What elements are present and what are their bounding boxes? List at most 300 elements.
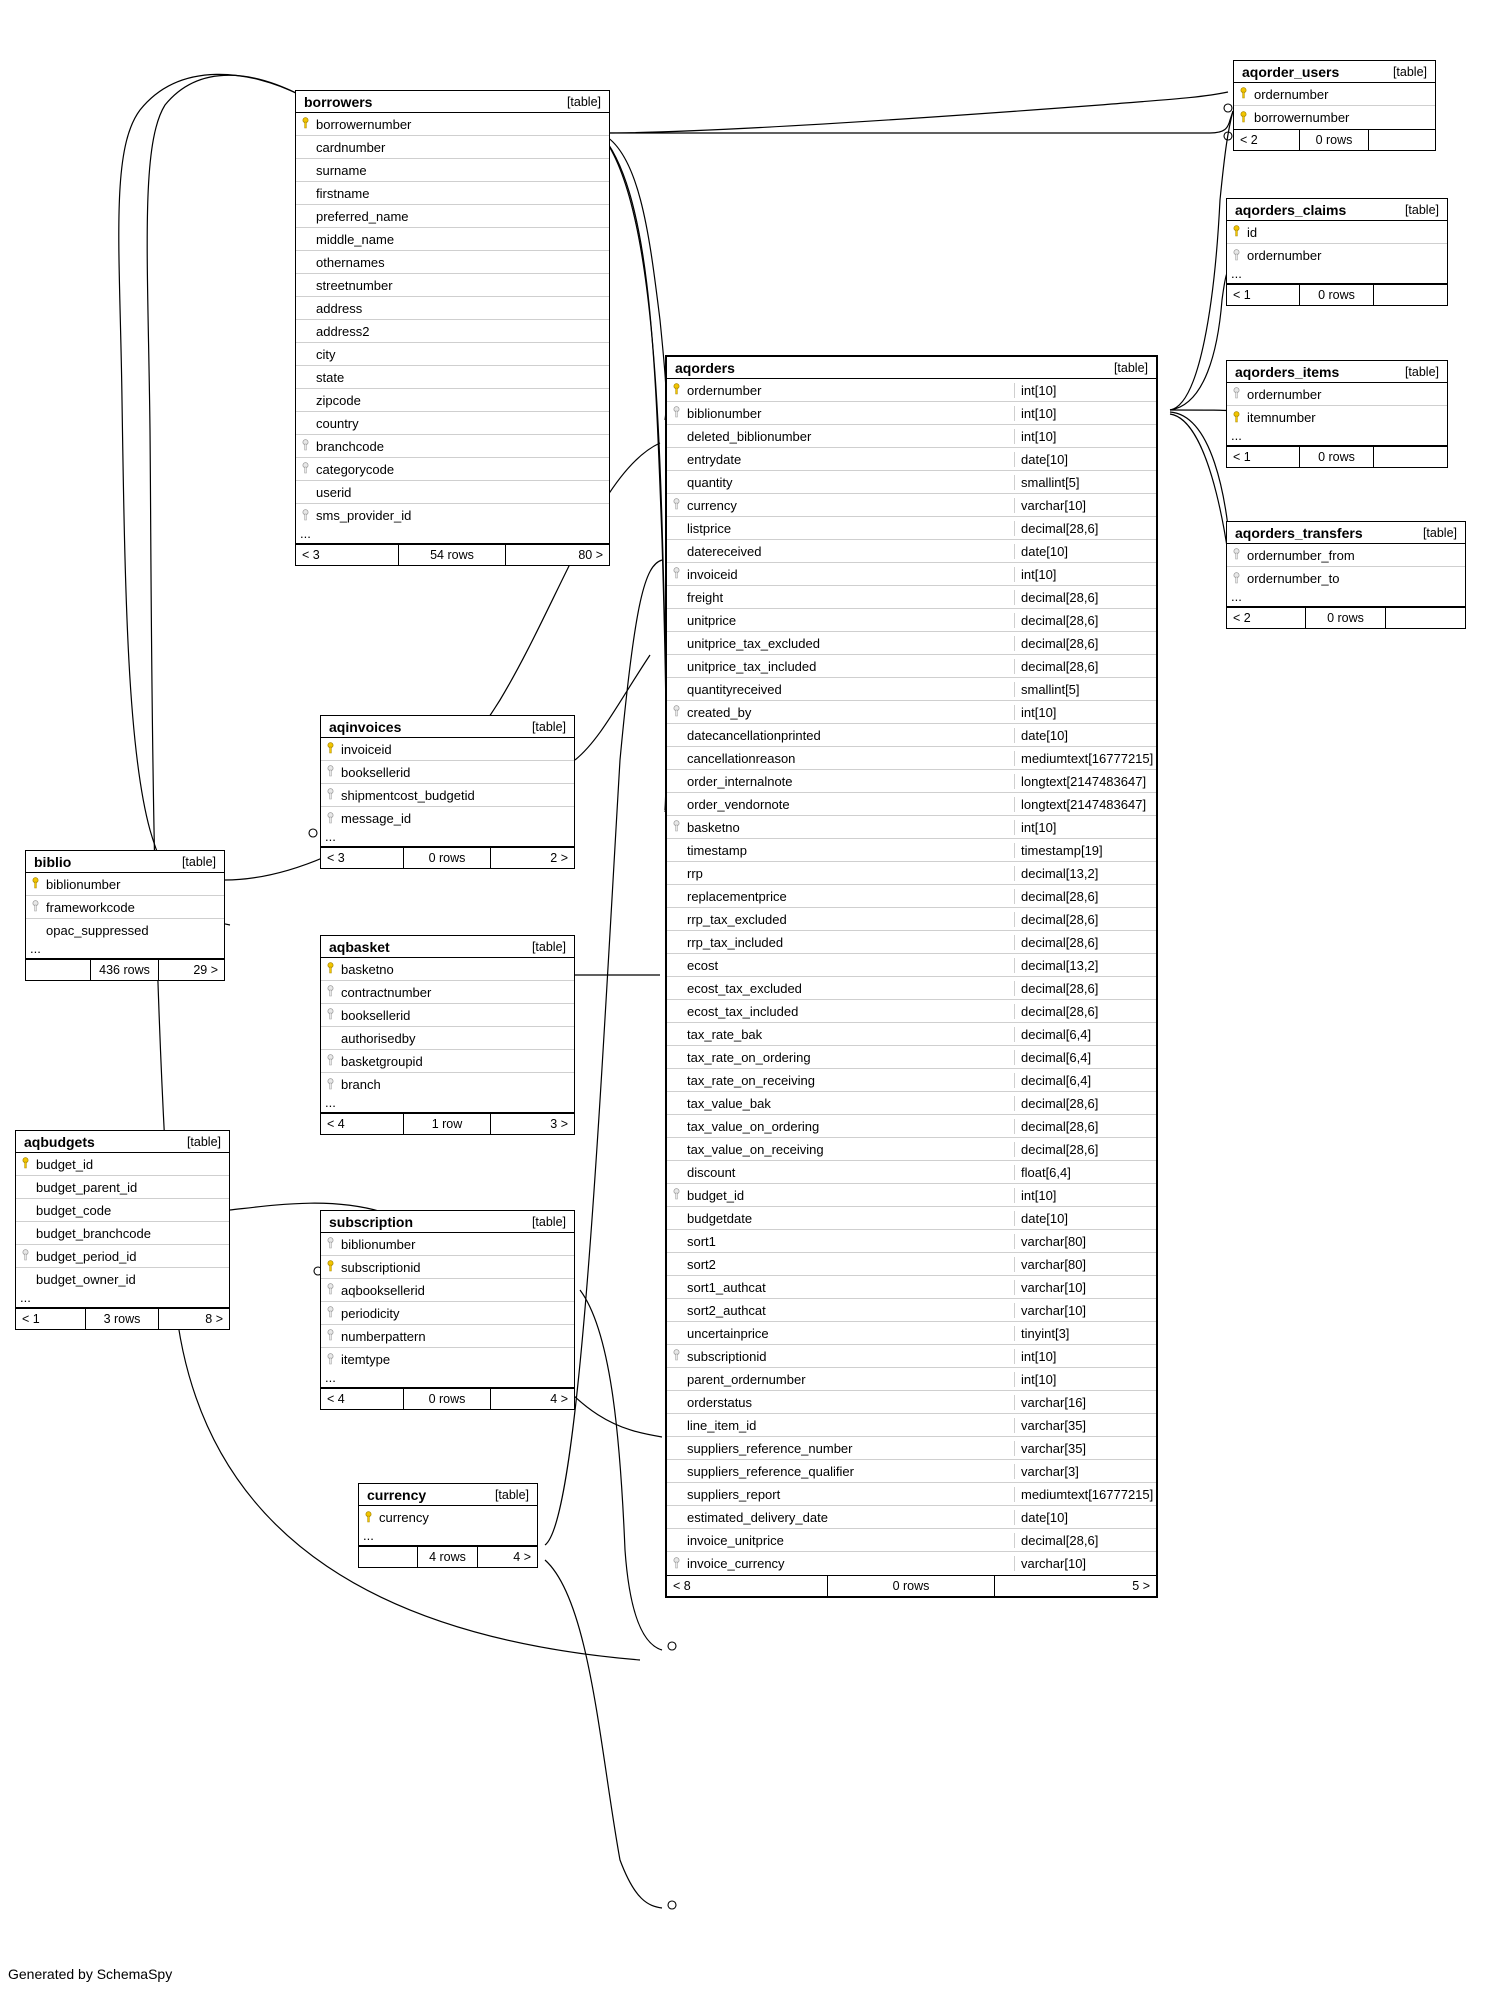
table-row[interactable] <box>667 1138 1156 1161</box>
fk-icon <box>667 1557 685 1571</box>
table-row[interactable] <box>667 1483 1156 1506</box>
table-type-tag: [table] <box>181 854 216 869</box>
row-count: 0 rows <box>1300 130 1368 150</box>
table-row[interactable] <box>667 563 1156 586</box>
table-row[interactable]: basketgroupid <box>321 1050 574 1073</box>
table-currency[interactable] <box>358 1483 538 1568</box>
column-type: decimal[28,6] <box>1014 1119 1156 1134</box>
column-name: rrp <box>687 865 703 881</box>
table-aqorders_claims[interactable] <box>1226 198 1448 306</box>
column-name: freight <box>687 589 724 605</box>
column-name: quantity <box>687 474 733 490</box>
fk-icon <box>321 985 339 999</box>
table-footer <box>321 1113 574 1134</box>
table-row[interactable] <box>667 1437 1156 1460</box>
table-footer <box>296 544 609 565</box>
table-header <box>321 936 574 958</box>
fk-icon <box>16 1249 34 1263</box>
column-type: float[6,4] <box>1014 1165 1156 1180</box>
table-header <box>1234 61 1435 83</box>
outgoing-relations-count <box>1374 285 1447 305</box>
row-count: 0 rows <box>1306 608 1387 628</box>
row-count: 3 rows <box>86 1309 158 1329</box>
table-row[interactable]: id <box>1227 221 1447 244</box>
table-row[interactable]: message_id <box>321 807 574 830</box>
column-type: decimal[28,6] <box>1014 636 1156 651</box>
fk-icon <box>1227 249 1245 263</box>
table-header <box>321 1211 574 1233</box>
table-row[interactable] <box>667 1552 1156 1575</box>
row-count: 54 rows <box>399 545 505 565</box>
row-count: 0 rows <box>1300 285 1375 305</box>
column-name: ecost_tax_included <box>687 1003 799 1019</box>
table-row[interactable]: ordernumber <box>1234 83 1435 106</box>
table-row[interactable]: budget_period_id <box>16 1245 229 1268</box>
column-type: decimal[28,6] <box>1014 935 1156 950</box>
table-row[interactable] <box>667 1230 1156 1253</box>
table-type-tag: [table] <box>1113 360 1148 375</box>
table-title: subscription <box>329 1213 414 1230</box>
table-row[interactable]: budget_branchcode <box>16 1222 229 1245</box>
table-type-tag: [table] <box>186 1134 221 1149</box>
column-name: budget_id <box>687 1187 745 1203</box>
table-row[interactable] <box>667 379 1156 402</box>
column-name: line_item_id <box>687 1417 757 1433</box>
table-aqinvoices[interactable] <box>320 715 575 869</box>
fk-icon <box>26 900 44 914</box>
column-type: decimal[28,6] <box>1014 521 1156 536</box>
table-row[interactable]: aqbooksellerid <box>321 1279 574 1302</box>
outgoing-relations-count: 4 > <box>513 1550 531 1564</box>
table-row[interactable]: invoiceid <box>321 738 574 761</box>
incoming-relations-count: < 4 <box>321 1114 404 1134</box>
column-type: int[10] <box>1014 429 1156 444</box>
more-columns-indicator: ... <box>16 1291 229 1308</box>
table-row[interactable] <box>667 977 1156 1000</box>
pk-icon <box>1227 225 1245 239</box>
column-name: rrp_tax_excluded <box>687 911 787 927</box>
row-count: 436 rows <box>91 960 158 980</box>
pk-icon <box>1234 87 1252 101</box>
column-type: decimal[28,6] <box>1014 1142 1156 1157</box>
column-name: created_by <box>687 704 752 720</box>
column-list <box>1227 544 1465 590</box>
fk-icon <box>321 1283 339 1297</box>
table-row[interactable] <box>667 931 1156 954</box>
table-row[interactable] <box>667 1322 1156 1345</box>
fk-icon <box>321 812 339 826</box>
column-type: smallint[5] <box>1014 682 1156 697</box>
table-footer <box>1234 129 1435 150</box>
column-name: order_vendornote <box>687 796 790 812</box>
table-row[interactable]: preferred_name <box>296 205 609 228</box>
fk-icon <box>321 1054 339 1068</box>
table-type-tag: [table] <box>1392 64 1427 79</box>
column-type: varchar[16] <box>1014 1395 1156 1410</box>
table-row[interactable]: userid <box>296 481 609 504</box>
column-type: varchar[10] <box>1014 498 1156 513</box>
fk-icon <box>321 1237 339 1251</box>
table-row[interactable] <box>667 1184 1156 1207</box>
table-row[interactable] <box>667 402 1156 425</box>
table-header <box>1227 199 1447 221</box>
table-row[interactable] <box>667 793 1156 816</box>
fk-icon <box>667 567 685 581</box>
table-type-tag: [table] <box>531 719 566 734</box>
column-type: tinyint[3] <box>1014 1326 1156 1341</box>
column-name: quantityreceived <box>687 681 782 697</box>
column-type: mediumtext[16777215] <box>1014 751 1156 766</box>
fk-icon <box>321 1306 339 1320</box>
column-type: longtext[2147483647] <box>1014 774 1156 789</box>
column-name: datecancellationprinted <box>687 727 821 743</box>
column-list <box>1227 221 1447 267</box>
column-type: decimal[13,2] <box>1014 958 1156 973</box>
table-row[interactable] <box>667 1115 1156 1138</box>
table-title: aqorders_transfers <box>1235 524 1363 541</box>
table-title: aqorder_users <box>1242 63 1340 80</box>
fk-icon <box>321 1329 339 1343</box>
column-type: date[10] <box>1014 1510 1156 1525</box>
table-row[interactable] <box>667 862 1156 885</box>
column-name: tax_value_on_receiving <box>687 1141 824 1157</box>
more-columns-indicator: ... <box>1227 590 1465 607</box>
table-row[interactable] <box>667 1253 1156 1276</box>
table-row[interactable]: booksellerid <box>321 1004 574 1027</box>
column-list <box>359 1506 537 1529</box>
more-columns-indicator: ... <box>321 1096 574 1113</box>
column-type: int[10] <box>1014 567 1156 582</box>
pk-icon <box>16 1157 34 1171</box>
table-row[interactable]: budget_owner_id <box>36 1272 136 1287</box>
incoming-relations-count <box>359 1547 418 1567</box>
table-row[interactable] <box>667 655 1156 678</box>
column-type: decimal[28,6] <box>1014 912 1156 927</box>
table-row[interactable]: budget_code <box>16 1199 229 1222</box>
fk-icon <box>667 406 685 420</box>
table-title: aqorders <box>675 359 735 376</box>
table-row[interactable]: country <box>296 412 609 435</box>
more-columns-indicator: ... <box>296 527 609 544</box>
table-row[interactable] <box>667 885 1156 908</box>
pk-icon <box>359 1511 377 1525</box>
table-row[interactable]: ordernumber_to <box>1227 567 1465 590</box>
table-row[interactable]: borrowernumber <box>1234 106 1435 129</box>
table-row[interactable] <box>667 494 1156 517</box>
table-aqorder_users[interactable] <box>1233 60 1436 151</box>
column-list <box>26 873 224 942</box>
table-type-tag: [table] <box>531 939 566 954</box>
table-row[interactable]: contractnumber <box>321 981 574 1004</box>
table-row[interactable] <box>667 1506 1156 1529</box>
table-row[interactable]: numberpattern <box>321 1325 574 1348</box>
column-type: longtext[2147483647] <box>1014 797 1156 812</box>
table-row[interactable]: sms_provider_id <box>296 504 609 527</box>
table-type-tag: [table] <box>494 1487 529 1502</box>
column-type: varchar[3] <box>1014 1464 1156 1479</box>
pk-icon <box>1234 111 1252 125</box>
table-row[interactable]: ordernumber <box>1227 244 1447 267</box>
column-type: varchar[80] <box>1014 1257 1156 1272</box>
table-row[interactable] <box>667 517 1156 540</box>
column-type: varchar[10] <box>1014 1303 1156 1318</box>
table-row[interactable] <box>667 448 1156 471</box>
column-name: subscriptionid <box>687 1348 767 1364</box>
column-name: cancellationreason <box>687 750 796 766</box>
table-row[interactable] <box>667 1000 1156 1023</box>
table-footer <box>16 1308 229 1329</box>
table-aqorders_items[interactable] <box>1226 360 1448 468</box>
column-name: tax_rate_on_receiving <box>687 1072 815 1088</box>
table-row[interactable]: budget_id <box>16 1153 229 1176</box>
table-row[interactable] <box>667 770 1156 793</box>
table-row[interactable] <box>667 1069 1156 1092</box>
table-row[interactable] <box>667 540 1156 563</box>
table-row[interactable] <box>667 471 1156 494</box>
outgoing-relations-count <box>1386 608 1465 628</box>
column-list <box>321 738 574 830</box>
table-row[interactable]: frameworkcode <box>26 896 224 919</box>
table-row[interactable]: categorycode <box>296 458 609 481</box>
incoming-relations-count <box>26 960 91 980</box>
column-type: decimal[28,6] <box>1014 1004 1156 1019</box>
table-row[interactable]: ordernumber_from <box>1227 544 1465 567</box>
column-type: mediumtext[16777215] <box>1014 1487 1156 1502</box>
table-title: aqinvoices <box>329 718 402 735</box>
outgoing-relations-count: 29 > <box>193 963 218 977</box>
more-columns-indicator: ... <box>359 1529 537 1546</box>
column-type: varchar[10] <box>1014 1280 1156 1295</box>
column-type: date[10] <box>1014 452 1156 467</box>
generated-by-note: Generated by SchemaSpy <box>8 1966 173 1982</box>
column-name: tax_rate_bak <box>687 1026 763 1042</box>
pk-icon <box>296 117 314 131</box>
column-list <box>1234 83 1435 129</box>
table-row[interactable]: firstname <box>296 182 609 205</box>
table-row[interactable]: state <box>296 366 609 389</box>
table-type-tag: [table] <box>1422 525 1457 540</box>
column-name: tax_value_on_ordering <box>687 1118 820 1134</box>
column-name: replacementprice <box>687 888 787 904</box>
table-row[interactable] <box>667 839 1156 862</box>
table-row[interactable]: biblionumber <box>321 1233 574 1256</box>
table-row[interactable]: middle_name <box>296 228 609 251</box>
table-row[interactable] <box>667 1460 1156 1483</box>
fk-icon <box>667 705 685 719</box>
table-row[interactable]: opac_suppressed <box>46 923 149 938</box>
more-columns-indicator: ... <box>1227 429 1447 446</box>
table-row[interactable] <box>667 678 1156 701</box>
table-subscription[interactable] <box>320 1210 575 1410</box>
column-type: int[10] <box>1014 820 1156 835</box>
more-columns-indicator: ... <box>1227 267 1447 284</box>
outgoing-relations-count: 5 > <box>1132 1579 1150 1593</box>
column-type: int[10] <box>1014 383 1156 398</box>
column-list <box>667 379 1156 1575</box>
table-title: borrowers <box>304 93 373 110</box>
column-name: sort2_authcat <box>687 1302 766 1318</box>
table-aqorders_transfers[interactable] <box>1226 521 1466 629</box>
table-row[interactable]: budget_parent_id <box>16 1176 229 1199</box>
table-row[interactable] <box>667 1023 1156 1046</box>
table-row[interactable] <box>667 954 1156 977</box>
column-name: parent_ordernumber <box>687 1371 806 1387</box>
column-type: decimal[28,6] <box>1014 590 1156 605</box>
table-row[interactable] <box>667 609 1156 632</box>
column-name: suppliers_reference_qualifier <box>687 1463 854 1479</box>
table-row[interactable] <box>667 1391 1156 1414</box>
table-row[interactable]: biblionumber <box>26 873 224 896</box>
table-row[interactable]: subscriptionid <box>321 1256 574 1279</box>
column-name: timestamp <box>687 842 747 858</box>
table-row[interactable] <box>667 1368 1156 1391</box>
column-name: invoiceid <box>687 566 738 582</box>
table-row[interactable]: borrowernumber <box>296 113 609 136</box>
table-aqbudgets[interactable] <box>15 1130 230 1330</box>
column-name: unitprice <box>687 612 737 628</box>
table-row[interactable]: itemnumber <box>1227 406 1447 429</box>
table-row[interactable]: shipmentcost_budgetid <box>321 784 574 807</box>
table-row[interactable] <box>667 1046 1156 1069</box>
column-name: sort1_authcat <box>687 1279 766 1295</box>
table-row[interactable] <box>667 1414 1156 1437</box>
table-borrowers[interactable] <box>295 90 610 566</box>
table-aqorders[interactable] <box>665 355 1158 1598</box>
table-row[interactable]: address2 <box>296 320 609 343</box>
table-row[interactable]: ordernumber <box>1227 383 1447 406</box>
table-row[interactable]: othernames <box>296 251 609 274</box>
table-row[interactable] <box>667 1299 1156 1322</box>
table-row[interactable]: basketno <box>321 958 574 981</box>
table-row[interactable] <box>667 1345 1156 1368</box>
outgoing-relations-count: 80 > <box>578 548 603 562</box>
column-type: timestamp[19] <box>1014 843 1156 858</box>
row-count: 0 rows <box>828 1576 994 1596</box>
table-aqbasket[interactable] <box>320 935 575 1135</box>
table-footer <box>1227 607 1465 628</box>
column-name: order_internalnote <box>687 773 793 789</box>
table-row[interactable] <box>667 425 1156 448</box>
more-columns-indicator: ... <box>26 942 224 959</box>
column-type: int[10] <box>1014 705 1156 720</box>
table-row[interactable]: address <box>296 297 609 320</box>
table-biblio[interactable] <box>25 850 225 981</box>
table-type-tag: [table] <box>1404 364 1439 379</box>
incoming-relations-count: < 1 <box>1227 285 1300 305</box>
table-row[interactable] <box>667 908 1156 931</box>
column-list <box>321 1233 574 1371</box>
table-row[interactable] <box>667 1092 1156 1115</box>
column-type: decimal[6,4] <box>1014 1050 1156 1065</box>
table-title: aqbudgets <box>24 1133 95 1150</box>
fk-icon <box>1227 572 1245 586</box>
table-row[interactable]: booksellerid <box>321 761 574 784</box>
table-row[interactable] <box>667 1161 1156 1184</box>
pk-icon <box>26 877 44 891</box>
table-row[interactable]: city <box>296 343 609 366</box>
fk-icon <box>1227 548 1245 562</box>
table-row[interactable] <box>667 724 1156 747</box>
table-title: aqorders_claims <box>1235 201 1347 218</box>
column-name: ecost_tax_excluded <box>687 980 802 996</box>
column-name: listprice <box>687 520 732 536</box>
fk-icon <box>667 1349 685 1363</box>
column-type: int[10] <box>1014 1349 1156 1364</box>
fk-icon <box>321 765 339 779</box>
column-type: date[10] <box>1014 1211 1156 1226</box>
table-header <box>16 1131 229 1153</box>
table-header <box>1227 522 1465 544</box>
fk-icon <box>667 1188 685 1202</box>
column-type: int[10] <box>1014 1188 1156 1203</box>
column-name: deleted_biblionumber <box>687 428 812 444</box>
table-row[interactable] <box>667 701 1156 724</box>
table-row[interactable] <box>667 816 1156 839</box>
column-name: orderstatus <box>687 1394 753 1410</box>
more-columns-indicator: ... <box>321 830 574 847</box>
table-row[interactable] <box>667 632 1156 655</box>
table-row[interactable] <box>667 1276 1156 1299</box>
column-type: varchar[35] <box>1014 1441 1156 1456</box>
outgoing-relations-count <box>1374 447 1447 467</box>
table-header <box>667 357 1156 379</box>
table-row[interactable] <box>667 586 1156 609</box>
table-row[interactable]: branch <box>321 1073 574 1096</box>
column-name: sort2 <box>687 1256 716 1272</box>
column-name: datereceived <box>687 543 762 559</box>
pk-icon <box>321 1260 339 1274</box>
table-row[interactable]: zipcode <box>296 389 609 412</box>
row-count: 1 row <box>404 1114 490 1134</box>
table-row[interactable]: periodicity <box>321 1302 574 1325</box>
column-type: varchar[80] <box>1014 1234 1156 1249</box>
table-footer <box>321 1388 574 1409</box>
table-row[interactable]: itemtype <box>321 1348 574 1371</box>
table-footer <box>359 1546 537 1567</box>
table-footer <box>26 959 224 980</box>
incoming-relations-count: < 4 <box>321 1389 404 1409</box>
table-row[interactable]: branchcode <box>296 435 609 458</box>
column-name: suppliers_report <box>687 1486 781 1502</box>
column-type: decimal[6,4] <box>1014 1027 1156 1042</box>
fk-icon <box>667 498 685 512</box>
incoming-relations-count: < 8 <box>667 1576 828 1596</box>
outgoing-relations-count: 8 > <box>205 1312 223 1326</box>
column-name: uncertainprice <box>687 1325 769 1341</box>
column-name: sort1 <box>687 1233 716 1249</box>
table-header <box>321 716 574 738</box>
table-row[interactable]: surname <box>296 159 609 182</box>
table-type-tag: [table] <box>1404 202 1439 217</box>
table-row[interactable] <box>667 747 1156 770</box>
row-count: 0 rows <box>404 1389 490 1409</box>
column-type: smallint[5] <box>1014 475 1156 490</box>
table-row[interactable]: streetnumber <box>296 274 609 297</box>
column-type: varchar[10] <box>1014 1556 1156 1571</box>
table-row[interactable] <box>667 1207 1156 1230</box>
more-columns-indicator: ... <box>321 1371 574 1388</box>
table-row[interactable] <box>667 1529 1156 1552</box>
column-name: currency <box>687 497 737 513</box>
column-list <box>16 1153 229 1291</box>
column-name: ecost <box>687 957 719 973</box>
table-row[interactable]: authorisedby <box>321 1027 574 1050</box>
column-name: unitprice_tax_excluded <box>687 635 820 651</box>
table-title: aqorders_items <box>1235 363 1340 380</box>
table-row[interactable]: cardnumber <box>296 136 609 159</box>
column-type: decimal[28,6] <box>1014 1533 1156 1548</box>
table-row[interactable]: currency <box>359 1506 537 1529</box>
